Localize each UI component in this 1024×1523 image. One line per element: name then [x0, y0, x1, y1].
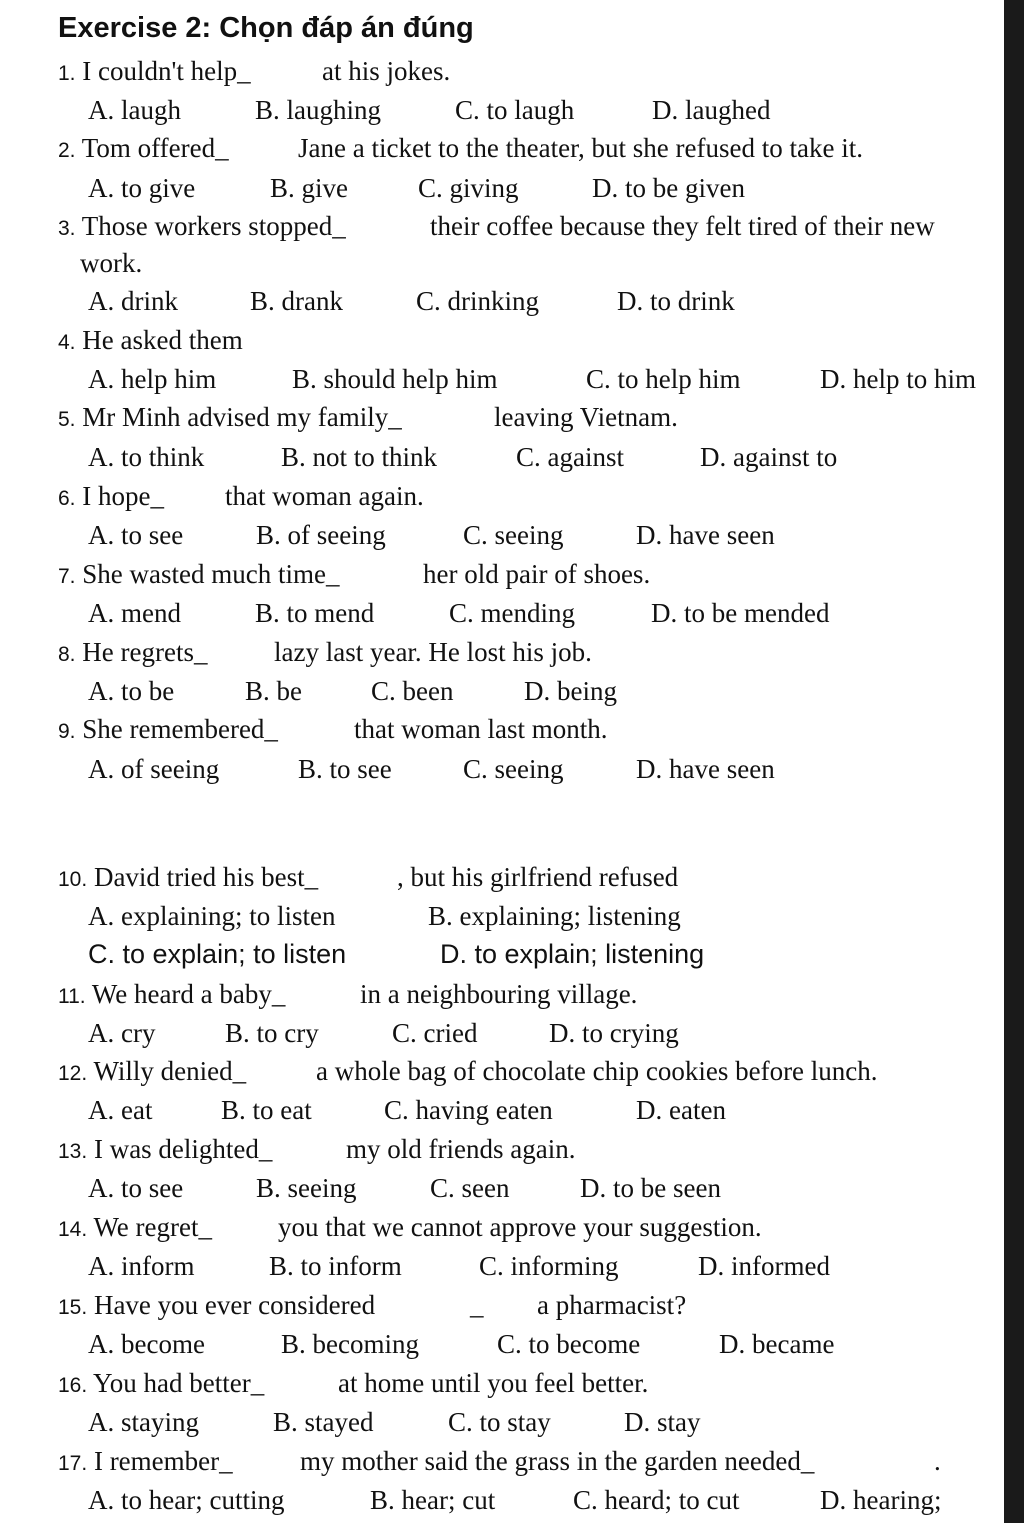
question-number: 12.: [58, 1062, 88, 1085]
question-17-stem: [58, 1445, 233, 1480]
answer-blank: _: [470, 1290, 484, 1320]
question-number: 8.: [58, 643, 76, 666]
question-text-after-blank: you that we cannot approve your suggestion.: [278, 1212, 762, 1242]
answer-option-a[interactable]: A. explaining; to listen: [88, 901, 336, 931]
answer-option-a[interactable]: A. to see: [88, 1173, 184, 1203]
answer-option-c[interactable]: C. giving: [418, 173, 519, 203]
answer-option-d[interactable]: D. have seen: [636, 520, 775, 550]
question-3-stem: [58, 210, 346, 245]
answer-option-c[interactable]: C. to explain; to listen: [88, 939, 347, 969]
answer-option-d[interactable]: D. being: [524, 676, 617, 706]
question-text-before-blank: Mr Minh advised my family_: [82, 402, 402, 432]
answer-option-d[interactable]: D. against to: [700, 442, 838, 472]
answer-option-a[interactable]: A. to see: [88, 520, 184, 550]
answer-option-c[interactable]: C. having eaten: [384, 1095, 553, 1125]
answer-option-a[interactable]: A. inform: [88, 1251, 195, 1281]
question-text-after-blank: leaving Vietnam.: [494, 402, 678, 432]
answer-option-d[interactable]: D. stay: [624, 1407, 701, 1437]
answer-option-d[interactable]: D. to drink: [617, 286, 735, 316]
question-text-before-blank: David tried his best_: [93, 862, 319, 892]
question-number: 11.: [58, 985, 86, 1008]
answer-option-a[interactable]: A. eat: [88, 1095, 153, 1125]
question-text-before-blank: I was delighted_: [93, 1134, 273, 1164]
question-text-after-blank: that woman last month.: [354, 714, 608, 744]
answer-option-d[interactable]: D. have seen: [636, 754, 775, 784]
answer-option-d[interactable]: D. to be seen: [580, 1173, 721, 1203]
question-text-before-blank: Those workers stopped_: [81, 211, 346, 241]
answer-option-d[interactable]: D. eaten: [636, 1095, 726, 1125]
question-16-stem: [58, 1367, 264, 1402]
answer-option-c[interactable]: C. seeing: [463, 520, 564, 550]
question-text-after-blank: a whole bag of chocolate chip cookies before lunch.: [316, 1056, 878, 1086]
question-text-before-blank: You had better_: [92, 1368, 265, 1398]
question-number: 1.: [58, 62, 76, 85]
answer-option-b[interactable]: B. explaining; listening: [428, 901, 681, 931]
answer-option-d[interactable]: D. hearing;: [820, 1485, 942, 1515]
answer-option-c[interactable]: C. been: [371, 676, 454, 706]
answer-option-b[interactable]: B. not to think: [281, 442, 438, 472]
exercise-title: Exercise 2: Chọn đáp án đúng: [58, 12, 474, 44]
answer-option-a[interactable]: A. mend: [88, 598, 181, 628]
question-text-before-blank: Tom offered_: [81, 133, 229, 163]
question-text-before-blank: He regrets_: [82, 637, 208, 667]
question-text-before-blank: She remembered_: [82, 714, 278, 744]
answer-option-c[interactable]: C. heard; to cut: [573, 1485, 740, 1515]
question-11-stem: [58, 978, 285, 1013]
question-text-after-blank: their coffee because they felt tired of their new: [430, 211, 935, 241]
answer-option-c[interactable]: C. seen: [430, 1173, 510, 1203]
question-number: 6.: [58, 487, 76, 510]
answer-option-b[interactable]: B. to see: [298, 754, 392, 784]
answer-option-d[interactable]: D. to crying: [549, 1018, 679, 1048]
question-14-stem: [58, 1211, 212, 1246]
question-text-after-blank: her old pair of shoes.: [423, 559, 651, 589]
question-number: 7.: [58, 565, 76, 588]
answer-option-b[interactable]: B. give: [270, 173, 348, 203]
answer-option-c[interactable]: C. seeing: [463, 754, 564, 784]
question-10-stem: [58, 861, 318, 896]
question-13-stem: [58, 1133, 272, 1168]
question-number: 5.: [58, 408, 76, 431]
answer-option-b[interactable]: B. drank: [250, 286, 343, 316]
answer-option-b[interactable]: B. of seeing: [256, 520, 386, 550]
right-edge-bar: [1004, 0, 1024, 1523]
answer-option-c[interactable]: C. to stay: [448, 1407, 551, 1437]
question-number: 2.: [58, 139, 76, 162]
question-text-before-blank: I hope_: [82, 481, 164, 511]
question-number: 16.: [58, 1374, 88, 1397]
answer-option-a[interactable]: A. to think: [88, 442, 205, 472]
question-text-after-blank: my mother said the grass in the garden needed_: [300, 1446, 815, 1476]
question-text-before-blank: She wasted much time_: [82, 559, 340, 589]
answer-option-a[interactable]: A. cry: [88, 1018, 156, 1048]
question-number: 14.: [58, 1218, 88, 1241]
question-number: 9.: [58, 720, 76, 743]
question-text-before-blank: Willy denied_: [93, 1056, 247, 1086]
answer-option-b[interactable]: B. hear; cut: [370, 1485, 496, 1515]
question-text-after-blank: a pharmacist?: [537, 1290, 687, 1320]
question-text-continuation: work.: [80, 248, 143, 278]
question-text-after-blank: in a neighbouring village.: [360, 979, 638, 1009]
question-number: 3.: [58, 217, 76, 240]
answer-option-c[interactable]: C. mending: [449, 598, 575, 628]
answer-option-a[interactable]: A. of seeing: [88, 754, 220, 784]
answer-option-b[interactable]: B. seeing: [256, 1173, 357, 1203]
answer-option-a[interactable]: A. become: [88, 1329, 205, 1359]
answer-option-c[interactable]: C. to help him: [586, 364, 741, 394]
answer-option-d[interactable]: D. laughed: [652, 95, 771, 125]
answer-option-c[interactable]: C. to become: [497, 1329, 641, 1359]
answer-option-d[interactable]: D. informed: [698, 1251, 830, 1281]
question-6-stem: [58, 480, 164, 515]
question-15-stem: [58, 1289, 375, 1324]
answer-option-b[interactable]: B. to eat: [221, 1095, 312, 1125]
question-number: 13.: [58, 1140, 88, 1163]
answer-option-b[interactable]: B. laughing: [255, 95, 381, 125]
question-7-stem: [58, 558, 339, 593]
answer-option-a[interactable]: A. help him: [88, 364, 217, 394]
question-number: 17.: [58, 1452, 88, 1475]
question-8-stem: [58, 636, 207, 671]
question-text-before-blank: I remember_: [93, 1446, 233, 1476]
answer-option-c[interactable]: C. against: [516, 442, 624, 472]
answer-option-d[interactable]: D. to explain; listening: [440, 939, 705, 969]
question-text-before-blank: I couldn't help_: [82, 56, 251, 86]
answer-option-a[interactable]: A. to be: [88, 676, 175, 706]
answer-option-d[interactable]: D. to be given: [592, 173, 745, 203]
answer-option-c[interactable]: C. to laugh: [455, 95, 575, 125]
question-12-stem: [58, 1055, 246, 1090]
answer-option-a[interactable]: A. to give: [88, 173, 196, 203]
answer-option-d[interactable]: D. became: [719, 1329, 835, 1359]
answer-option-a[interactable]: A. laugh: [88, 95, 181, 125]
question-9-stem: [58, 713, 278, 748]
answer-option-b[interactable]: B. becoming: [281, 1329, 419, 1359]
answer-option-b[interactable]: B. to inform: [269, 1251, 402, 1281]
question-text-after-blank: at home until you feel better.: [338, 1368, 649, 1398]
answer-option-c[interactable]: C. informing: [479, 1251, 619, 1281]
answer-option-b[interactable]: B. to mend: [255, 598, 375, 628]
question-number: 15.: [58, 1296, 88, 1319]
question-number: 4.: [58, 331, 76, 354]
answer-option-b[interactable]: B. stayed: [273, 1407, 374, 1437]
question-text-after-blank: lazy last year. He lost his job.: [274, 637, 592, 667]
answer-option-c[interactable]: C. cried: [392, 1018, 478, 1048]
answer-option-d[interactable]: D. to be mended: [651, 598, 830, 628]
answer-option-a[interactable]: A. staying: [88, 1407, 199, 1437]
answer-option-b[interactable]: B. be: [245, 676, 302, 706]
question-text-after-blank: that woman again.: [225, 481, 424, 511]
question-text-after-blank: Jane a ticket to the theater, but she refused to take it.: [298, 133, 863, 163]
question-1-stem: [58, 55, 251, 90]
question-number: 10.: [58, 868, 88, 891]
question-text-before-blank: He asked them: [82, 325, 243, 355]
question-text-before-blank: We regret_: [93, 1212, 212, 1242]
answer-option-a[interactable]: A. to hear; cutting: [88, 1485, 285, 1515]
answer-option-c[interactable]: C. drinking: [416, 286, 540, 316]
answer-option-a[interactable]: A. drink: [88, 286, 178, 316]
question-text-before-blank: We heard a baby_: [91, 979, 286, 1009]
question-2-stem: [58, 132, 229, 167]
question-text-after-blank: , but his girlfriend refused: [397, 862, 679, 892]
question-text-after-blank: at his jokes.: [322, 56, 451, 86]
question-text-before-blank: Have you ever considered: [93, 1290, 376, 1320]
question-text-after-blank: my old friends again.: [346, 1134, 576, 1164]
answer-option-d[interactable]: D. help to him: [820, 364, 976, 394]
question-5-stem: [58, 401, 402, 436]
question-4-stem: [58, 324, 243, 359]
answer-option-b[interactable]: B. to cry: [225, 1018, 319, 1048]
answer-option-b[interactable]: B. should help him: [292, 364, 498, 394]
question-text-end: .: [934, 1446, 941, 1476]
